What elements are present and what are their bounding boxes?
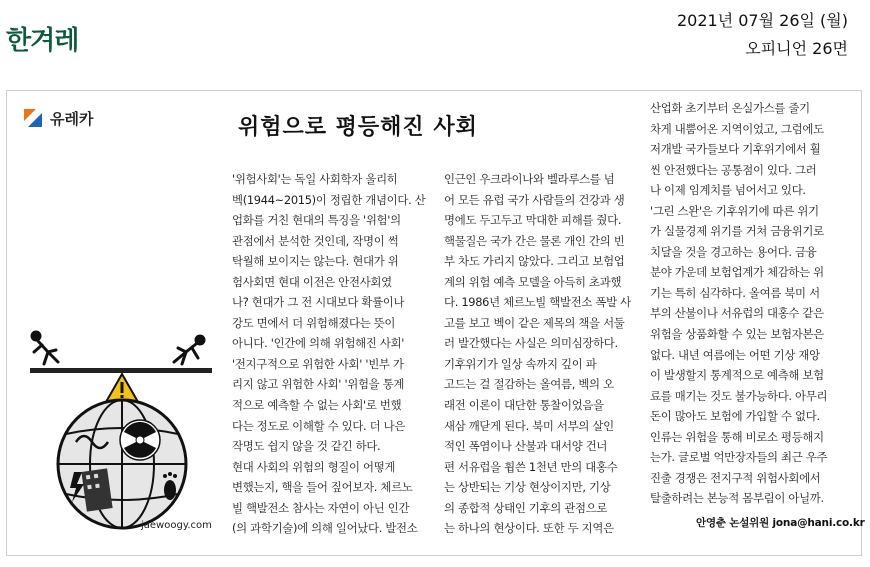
article-line: 탁월해 보이지는 않는다. 현대가 위 — [232, 254, 399, 269]
radiation-icon — [120, 420, 160, 460]
article-line: 탈출하려는 본능적 몸부림이 아닐까. — [650, 491, 824, 506]
article-headline: 위험으로 평등해진 사회 — [238, 115, 478, 140]
article-line: 산업화 초기부터 온실가스를 줄기 — [650, 101, 810, 115]
article-line: 리지 않고 위험한 사회' '위험을 통계 — [232, 377, 405, 392]
article-line: 관점에서 분석한 것인데, 작명이 썩 — [232, 233, 399, 248]
article-line: 래전 이론이 대단한 통찰이었음을 — [444, 398, 604, 413]
article-line: 없다. 내년 여름에는 어떤 기상 재앙 — [650, 347, 820, 362]
article-line: 벡(1944~2015)이 정립한 개념이다. 산 — [232, 192, 426, 207]
article-line: 새삼 깨닫게 된다. 북미 서부의 살인 — [444, 418, 614, 433]
article-column-3 — [650, 98, 850, 509]
article-line: 나 이제 임계치를 넘어서고 있다. — [650, 183, 806, 198]
illustration-seesaw-globe — [22, 322, 222, 532]
article-column-2 — [444, 169, 640, 539]
article-line: '위험사회'는 독일 사회학자 울리히 — [232, 172, 398, 186]
article-line: 다는 정도로 이해할 수 있다. 더 나은 — [232, 418, 406, 433]
article-line: 험사회면 현대 이전은 안전사회였 — [232, 274, 392, 289]
article-line: 차게 내뿜어온 지역이었고, 그럼에도 — [650, 121, 824, 136]
article-line: 의 종합적 상태인 기후의 관점으로 — [444, 500, 608, 515]
warning-triangle-icon — [106, 374, 138, 402]
article-line: 씬 안전했다는 공통점이 있다. 그러 — [650, 162, 817, 177]
falling-person-left-icon — [32, 332, 58, 364]
illustration-credit: jaewoogy.com — [141, 520, 212, 531]
article-line: 인근인 우크라이나와 벨라루스를 넘 — [444, 172, 615, 186]
article-line: 는가. 글로벌 억만장자들의 최근 우주 — [650, 450, 828, 465]
article-line: 고드는 걸 절감하는 올여름, 벡의 오 — [444, 377, 614, 392]
article-column-1 — [232, 169, 432, 539]
article-line: 기후위기가 일상 속까지 깊이 파 — [444, 356, 597, 371]
article-line: 러 발간했다는 사실은 의미심장하다. — [444, 336, 618, 351]
article-line: 돈이 많아도 보험에 가입할 수 없다. — [650, 409, 820, 424]
article-line: 는 하나의 현상이다. 또한 두 지역은 — [444, 521, 614, 536]
article-line: 부의 산불이나 서유럽의 대홍수 같은 — [650, 306, 824, 321]
section-page: 오피니언 26면 — [745, 39, 848, 58]
article-line: 아니다. '인간에 의해 위험해진 사회' — [232, 336, 405, 351]
article-line: 저개발 국가들보다 기후위기에서 훨 — [650, 142, 821, 157]
article-line: 빌 핵발전소 참사는 자연이 아닌 인간 — [232, 500, 410, 515]
article-line: 이 발생할지 통계적으로 예측해 보험 — [650, 368, 824, 383]
masthead-logo: 한겨레 — [6, 26, 79, 56]
eureka-logo-icon — [22, 107, 44, 129]
article-line: 위험을 상품화할 수 있는 보험자본은 — [650, 327, 824, 342]
article-line: 핵물질은 국가 간은 물론 개인 간의 빈 — [444, 233, 625, 248]
article-line: 편 서유럽을 휩쓴 1천년 만의 대홍수 — [444, 459, 618, 474]
article-line: 인류는 위험을 통해 비로소 평등해지 — [650, 429, 824, 444]
article-line: 적으로 예측할 수 없는 사회'로 번했 — [232, 398, 402, 413]
seesaw-plank — [30, 368, 212, 373]
collapsing-building-icon — [81, 468, 112, 511]
article-line: 분야 가운데 보험업계가 체감하는 위 — [650, 265, 824, 280]
article-line: 기는 특히 심각하다. 올여름 북미 서 — [650, 285, 820, 300]
article-line: (의 과학기술)에 의해 일어났다. 발전소 — [232, 521, 418, 536]
article-line: 고를 보고 벡이 같은 제목의 책을 서둘 — [444, 315, 625, 330]
column-tag — [22, 107, 93, 129]
article-line: 적인 폭염이나 산불과 대서양 건너 — [444, 439, 608, 454]
article-line: 계의 위험 예측 모델을 아득히 초과했 — [444, 274, 622, 289]
article-line: 부 차도 가리지 않았다. 그리고 보험업 — [444, 254, 625, 269]
issue-date: 2021년 07월 26일 (월) — [676, 11, 848, 30]
column-tag-label: 유레카 — [50, 109, 94, 128]
falling-person-right-icon — [174, 336, 204, 364]
article-line: 작명도 쉽지 않을 것 같긴 하다. — [232, 439, 381, 454]
article-line: 가 실물경제 위기를 거쳐 금융위기로 — [650, 224, 824, 239]
article-line: 는 상반되는 기상 현상이지만, 기상 — [444, 480, 611, 495]
risk-globe — [58, 400, 186, 528]
article-line: 나? 현대가 그 전 시대보다 확률이나 — [232, 295, 405, 310]
article-line: 료를 매기는 것도 불가능하다. 아무리 — [650, 388, 828, 403]
article-line: '전지구적으로 위험한 사회' '빈부 가 — [232, 356, 404, 371]
article-line: 변했는지, 핵을 들어 짚어보자. 체르노 — [232, 480, 413, 495]
article-line: 어 모든 유럽 국가 사람들의 건강과 생 — [444, 192, 625, 207]
author-byline: 안영춘 논설위원 jona@hani.co.kr — [696, 517, 865, 529]
article-line: 진출 경쟁은 전지구적 위험사회에서 — [650, 470, 821, 485]
article-line: 명에도 두고두고 막대한 피해를 줬다. — [444, 213, 622, 228]
article-line: 치달을 것을 경고하는 용어다. 금융 — [650, 244, 817, 259]
article-line: 다. 1986년 체르노빌 핵발전소 폭발 사 — [444, 295, 631, 310]
article-line: 강도 면에서 더 위험해졌다는 뜻이 — [232, 315, 396, 330]
article-line: 업화를 거친 현대의 특징을 '위험'의 — [232, 213, 401, 228]
article-line: 현대 사회의 위험의 형질이 어떻게 — [232, 459, 396, 474]
article-line: '그린 스완'은 기후위기에 따른 위기 — [650, 203, 819, 218]
